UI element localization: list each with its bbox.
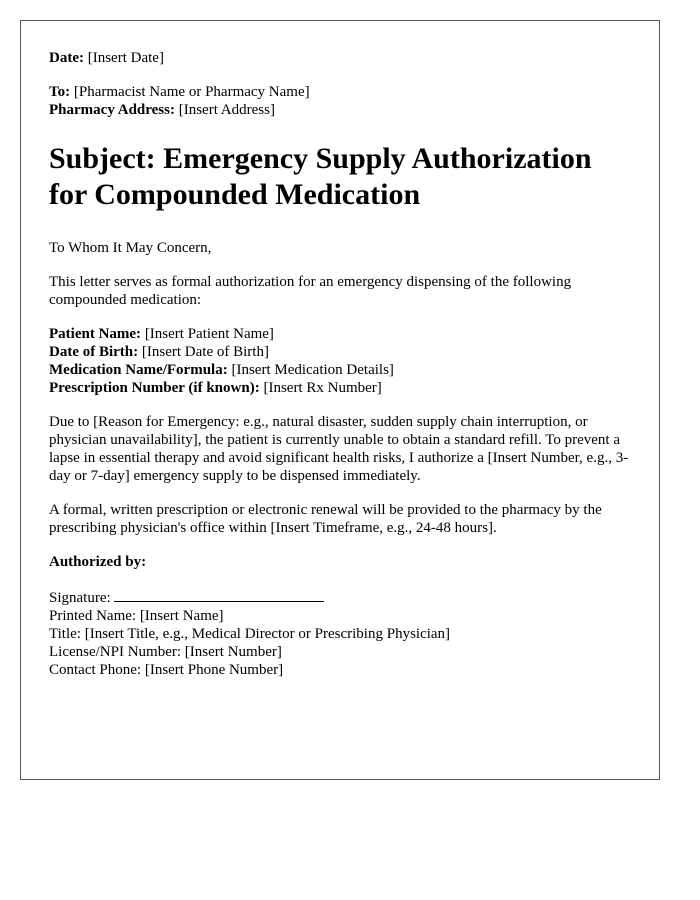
- subject-heading: Subject: Emergency Supply Authorization for Compounded Medication: [49, 142, 592, 211]
- date-line: [49, 49, 631, 67]
- printed-name-line: Printed Name: [Insert Name]: [49, 608, 224, 624]
- license-line: License/NPI Number: [Insert Number]: [49, 644, 282, 660]
- intro-paragraph: This letter serves as formal authorization for an emergency dispensing of the following compounded medication:: [49, 274, 572, 308]
- title-line: Title: [Insert Title, e.g., Medical Director or Prescribing Physician]: [49, 626, 451, 642]
- date-label: Date:: [49, 50, 84, 66]
- patient-name-label: Patient Name:: [49, 326, 142, 342]
- followup-paragraph: A formal, written prescription or electronic renewal will be provided to the pharmacy by the prescribing physician's office within [Insert Timeframe, e.g., 24-48 hours].: [49, 502, 602, 536]
- dob-label: Date of Birth:: [49, 344, 139, 360]
- to-line: [49, 83, 631, 101]
- medication-label: Medication Name/Formula:: [49, 362, 228, 378]
- salutation: To Whom It May Concern,: [49, 240, 212, 256]
- rx-number-label: Prescription Number (if known):: [49, 380, 260, 396]
- medication-line: [49, 361, 631, 379]
- dob-line: [49, 343, 631, 361]
- date-value: [Insert Date]: [87, 50, 164, 66]
- signature-block: [49, 587, 631, 679]
- signature-field[interactable]: [114, 587, 324, 602]
- rx-number-value: [Insert Rx Number]: [263, 380, 382, 396]
- medication-details: [49, 325, 631, 397]
- patient-name-value: [Insert Patient Name]: [144, 326, 274, 342]
- rx-number-line: [49, 379, 631, 397]
- authorized-by-label: Authorized by:: [49, 554, 147, 570]
- signature-label: Signature:: [49, 590, 111, 606]
- address-label: Pharmacy Address:: [49, 102, 175, 118]
- patient-name-line: [49, 325, 631, 343]
- dob-value: [Insert Date of Birth]: [141, 344, 269, 360]
- signature-line: [49, 587, 631, 607]
- medication-value: [Insert Medication Details]: [231, 362, 394, 378]
- letter-document: [20, 20, 660, 780]
- address-line: [49, 101, 631, 119]
- address-value: [Insert Address]: [178, 102, 275, 118]
- emergency-reason-paragraph: Due to [Reason for Emergency: e.g., natural disaster, sudden supply chain interruption, or physician unavailability], the patient is currently unable to obtain a standard refill. To prevent a lapse in essential therapy and avoid significant health risks, I authorize a [Insert Number, e.g., 3-day or 7-day] emergency supply to be dispensed immediately.: [49, 414, 629, 484]
- authorized-by-heading: [49, 553, 631, 571]
- phone-line: Contact Phone: [Insert Phone Number]: [49, 662, 284, 678]
- to-label: To:: [49, 84, 71, 100]
- to-value: [Pharmacist Name or Pharmacy Name]: [73, 84, 310, 100]
